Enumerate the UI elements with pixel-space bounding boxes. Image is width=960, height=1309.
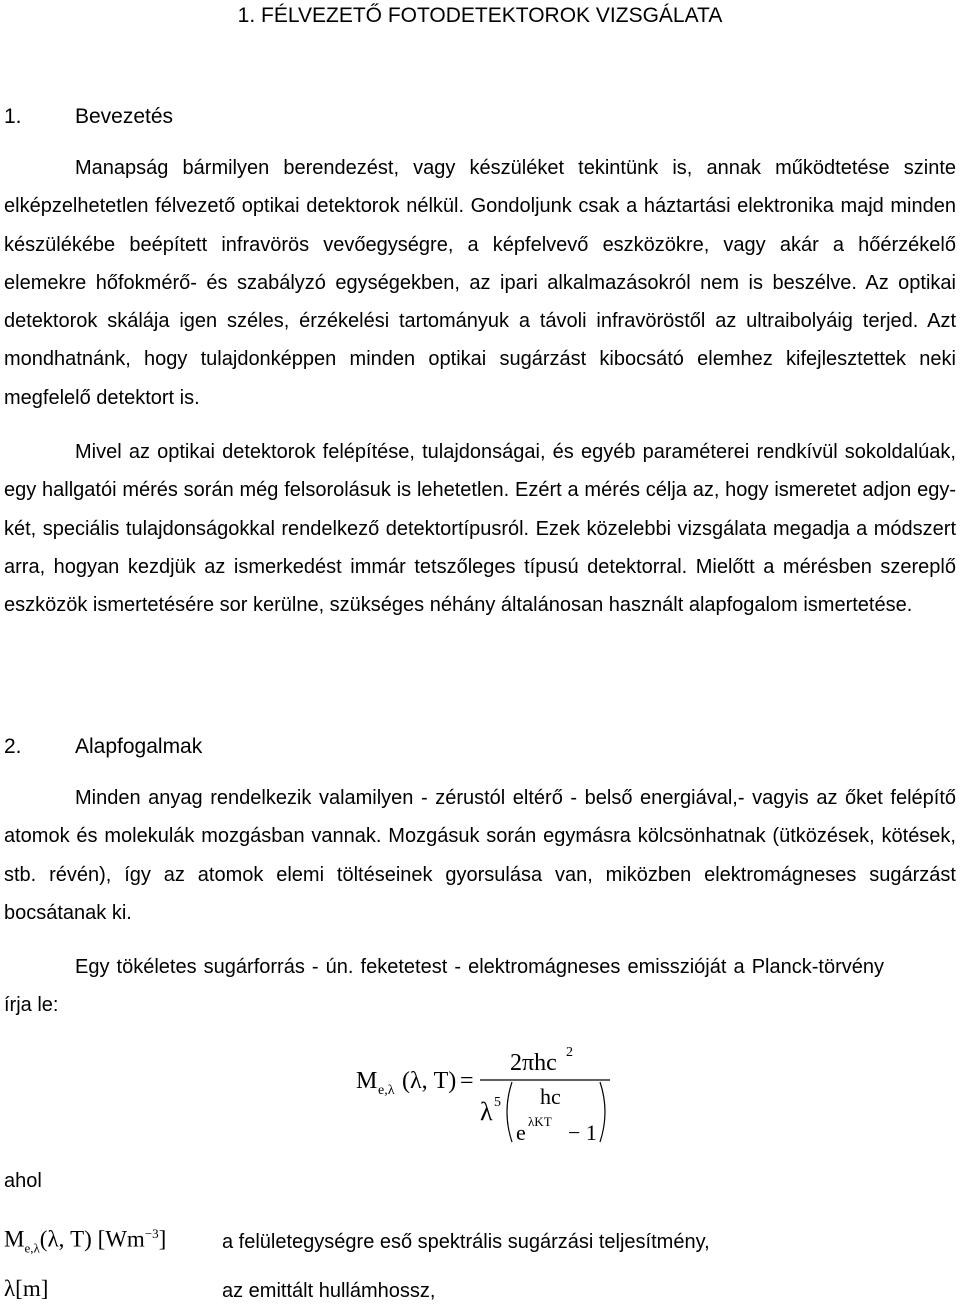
section-number: 1. [4, 105, 22, 128]
definition-symbol-radiant-exitance: $M_{e,\lambda}(\lambda$, T) $[Wm^{-3}]$ [4, 1226, 167, 1256]
formula-inner-exp: λKT [528, 1114, 552, 1129]
formula-inner-numerator: hc [540, 1084, 561, 1109]
formula-denominator-exp: 5 [494, 1095, 501, 1110]
formula-right-paren [600, 1082, 605, 1142]
paragraph-planck-intro: Egy tökéletes sugárforrás - ún. feketetest - elektromágneses emisszióját a Planck-törvény írja le: [4, 956, 884, 1017]
paragraph-energy: Minden anyag rendelkezik valamilyen - zérustól eltérő - belső energiával,- vagyis az őket felépítő atomok és molekulák mozgásban vannak. Mozgásuk során egymásra kölcsönhatnak (ütközések, kötések, stb. révén), így az atomok elemi töltéseinek gyorsulása van, miközben elektromágneses sugárzást bocsátanak ki. [4, 787, 956, 924]
formula-inner-minus: − 1 [568, 1120, 597, 1145]
definition-text-wavelength: az emittált hullámhossz, [222, 1280, 436, 1302]
page-title: 1. FÉLVEZETŐ FOTODETEKTOROK VIZSGÁLATA [237, 4, 723, 27]
section-heading-2 [4, 733, 202, 761]
paragraph-intro: Manapság bármilyen berendezést, vagy készüléket tekintünk is, annak működtetése szinte elképzelhetetlen félvezető optikai detektorok nélkül. Gondoljunk csak a háztartási elektronika majd minden készülékébe beépített infravörös vevőegységre, a képfelvevő eszközökre, vagy akár a hőérzékelő elemekre hőfokmérő- és szabályzó egységekben, az ipari alkalmazásokról nem is beszélve. Az optikai detektorok skálája igen széles, érzékelési tartományuk a távoli infravöröstől az ultraibolyáig terjed. Azt mondhatnánk, hogy tulajdonképpen minden optikai sugárzást kibocsátó elemhez kifejlesztettek neki megfelelő detektort is. [4, 157, 956, 409]
formula-inner-base: e [516, 1120, 526, 1145]
section-title: Alapfogalmak [75, 735, 203, 758]
formula-left-paren [507, 1082, 512, 1142]
section-title: Bevezetés [75, 105, 174, 128]
formula-lhs-subscript: e,λ [378, 1083, 395, 1098]
section-number: 2. [4, 735, 22, 758]
ahol-label: ahol [4, 1170, 42, 1192]
formula-lhs-symbol: M [356, 1068, 378, 1094]
planck-formula [330, 1040, 630, 1150]
definition-symbol-wavelength: λ[m] [4, 1276, 49, 1301]
formula-lhs-args: (λ, T) [402, 1068, 457, 1094]
paragraph-purpose: Mivel az optikai detektorok felépítése, tulajdonságai, és egyéb paraméterei rendkívül sokoldalúak, egy hallgatói mérés során még felsorolásuk is lehetetlen. Ezért a mérés célja az, hogy ismeretet adjon egy-két, speciális tulajdonságokkal rendelkező detektortípusról. Ezek közelebbi vizsgálata megadja a módszert arra, hogyan kezdjük az ismerkedést immár tetszőleges típusú detektorral. Mielőtt a mérésben szereplő eszközök ismertetésére sor kerülne, szükséges néhány általánosan használt alapfogalom ismertetése. [4, 441, 956, 617]
formula-equals: = [460, 1068, 474, 1094]
formula-denominator-base: λ [480, 1097, 493, 1126]
formula-numerator-exp: 2 [566, 1045, 573, 1060]
definition-text-radiant-exitance: a felületegységre eső spektrális sugárzási teljesítmény, [222, 1231, 710, 1253]
formula-numerator: 2πhc [510, 1050, 557, 1076]
section-heading-1 [4, 103, 173, 131]
